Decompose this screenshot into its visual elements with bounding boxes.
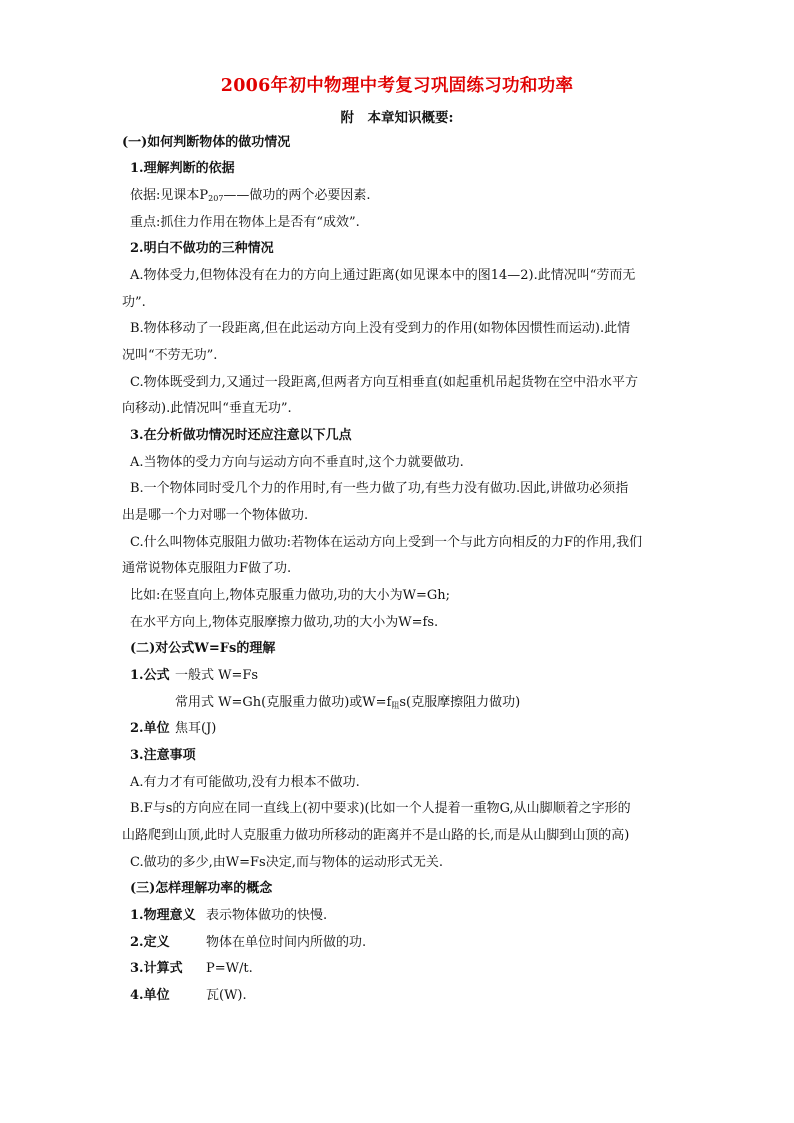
s3-item-3-value: P=W/t.	[206, 961, 253, 976]
s3-item-1-label: 1.物理意义	[130, 908, 196, 923]
s2-unit-label: 2.单位	[130, 721, 170, 736]
s1-case-c-line1: C.物体既受到力,又通过一段距离,但两者方向互相垂直(如起重机吊起货物在空中沿水平方	[130, 375, 638, 390]
s2-formula	[130, 667, 258, 685]
s3-item-1	[130, 907, 327, 925]
section2-heading: (二)对公式W=Fs的理解	[130, 641, 276, 656]
s3-item-2	[130, 934, 366, 952]
section1-heading: (一)如何判断物体的做功情况	[122, 135, 291, 150]
s2-unit-value: 焦耳(J)	[175, 721, 217, 736]
s2-note-b-line1: B.F与s的方向应在同一直线上(初中要求)(比如一个人提着一重物G,从山脚顺着之字形的	[130, 801, 631, 816]
s1-case-b-line2: 况叫“不劳无功”.	[122, 348, 218, 363]
s2-note-c: C.做功的多少,由W=Fs决定,而与物体的运动形式无关.	[130, 855, 443, 870]
s1-note-c-line1: C.什么叫物体克服阻力做功:若物体在运动方向上受到一个与此方向相反的力F的作用,我们	[130, 535, 643, 550]
s3-item-4	[130, 987, 247, 1005]
s1-example-2: 在水平方向上,物体克服摩擦力做功,功的大小为W=fs.	[130, 615, 439, 630]
s1-case-b-line1: B.物体移动了一段距离,但在此运动方向上没有受到力的作用(如物体因惯性而运动).此情	[130, 321, 631, 336]
s2-note-b-line2: 山路爬到山顶,此时人克服重力做功所移动的距离并不是山路的长,而是从山脚到山顶的高)	[122, 828, 630, 843]
s2-note-a: A.有力才有可能做功,没有力根本不做功.	[130, 775, 360, 790]
s1-note-a: A.当物体的受力方向与运动方向不垂直时,这个力就要做功.	[130, 455, 464, 470]
s1-note-b-line2: 出是哪一个力对哪一个物体做功.	[122, 508, 309, 523]
s2-formula-general: 一般式 W=Fs	[175, 668, 259, 683]
s3-item-2-label: 2.定义	[130, 935, 170, 950]
s1-subheading-3: 3.在分析做功情况时还应注意以下几点	[130, 428, 352, 443]
s2-subheading-3: 3.注意事项	[130, 748, 196, 763]
s3-item-3-label: 3.计算式	[130, 961, 183, 976]
s1-note-b-line1: B.一个物体同时受几个力的作用时,有一些力做了功,有些力没有做功.因此,讲做功必须指	[130, 481, 629, 496]
s3-item-3	[130, 960, 253, 978]
document-title: 2006年初中物理中考复习巩固练习功和功率	[220, 76, 574, 96]
s1-note-c-line2: 通常说物体克服阻力F做了功.	[122, 561, 292, 576]
s3-item-2-value: 物体在单位时间内所做的功.	[206, 935, 367, 950]
s1-focus: 重点:抓住力作用在物体上是否有“成效”.	[130, 215, 360, 230]
s2-formula-label: 1.公式	[130, 668, 170, 683]
s3-item-1-value: 表示物体做功的快慢.	[206, 908, 328, 923]
s1-case-a-line2: 功”.	[122, 295, 146, 310]
s1-subheading-2: 2.明白不做功的三种情况	[130, 241, 274, 256]
s1-basis: 依据:见课本$P_{207}——$做功的两个必要因素.	[130, 188, 371, 203]
s1-case-a-line1: A.物体受力,但物体没有在力的方向上通过距离(如见课本中的图14—2).此情况叫“劳而无	[130, 268, 636, 283]
s1-subheading-1: 1.理解判断的依据	[130, 161, 235, 176]
s3-item-4-label: 4.单位	[130, 988, 170, 1003]
s3-item-4-value: 瓦(W).	[206, 988, 247, 1003]
s1-case-c-line2: 向移动).此情况叫“垂直无功”.	[122, 401, 292, 416]
s1-example-1: 比如:在竖直向上,物体克服重力做功,功的大小为W=Gh;	[130, 588, 451, 603]
s2-unit	[130, 720, 216, 738]
appendix-heading: 附 本章知识概要:	[340, 110, 454, 126]
s2-formula-common: 常用式 W=Gh(克服重力做功)或$W=f_阻s$(克服摩擦阻力做功)	[175, 695, 521, 710]
section3-heading: (三)怎样理解功率的概念	[130, 881, 273, 896]
